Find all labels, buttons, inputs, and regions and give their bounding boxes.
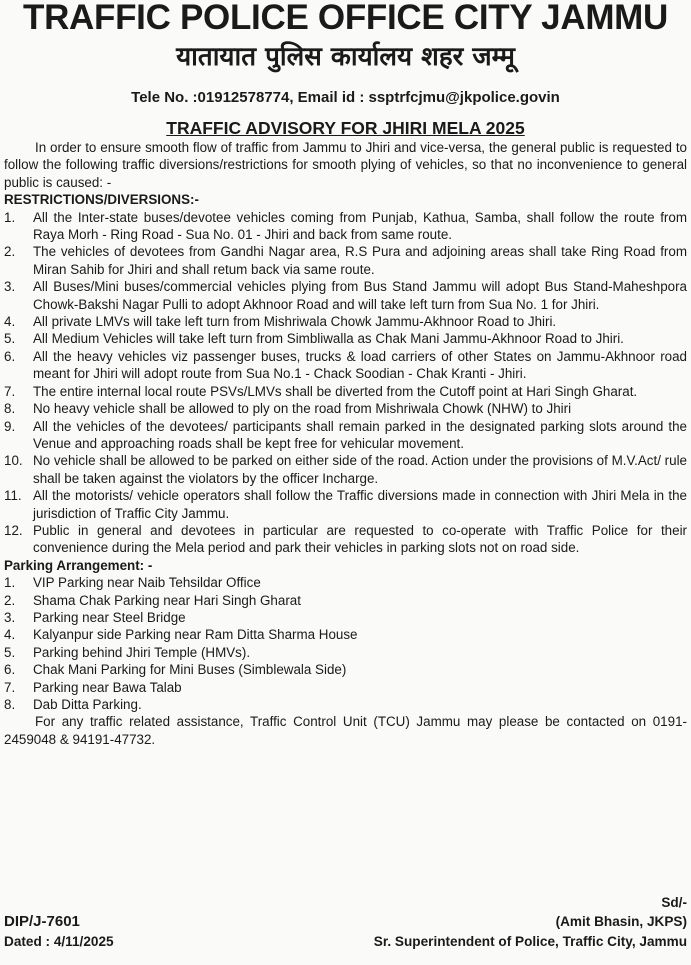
restriction-item-text: All private LMVs will take left turn from Mishriwala Chowk Jammu-Akhnoor Road to Jhiri. [33,314,557,330]
office-title: TRAFFIC POLICE OFFICE CITY JAMMU [22,0,669,37]
restriction-item [4,383,687,400]
restriction-item [4,522,687,557]
parking-item-number: 8. [4,697,16,712]
restriction-item [4,452,687,487]
parking-item-text: Dab Ditta Parking. [33,697,142,712]
parking-item-number: 7. [4,679,16,695]
restriction-item-text: No vehicle shall be allowed to be parked on either side of the road. Action under the provisions of M.V.Act/ rule shall be taken against the violators by the officer Incharge. [33,453,687,486]
restriction-item-text: The vehicles of devotees from Gandhi Nagar area, R.S Pura and adjoining areas shall take Ring Road from Miran Sahib for Jhiri and shall retum back via same route. [33,244,687,277]
parking-heading: Parking Arrangement: - [4,557,153,573]
restriction-item-number: 7. [4,383,16,399]
restriction-item-number: 3. [4,279,16,295]
restriction-item [4,278,687,313]
restriction-item [4,313,687,330]
dip-number: DIP/J-7601 [4,913,80,930]
dated: Dated : 4/11/2025 [4,934,114,949]
signatory-name: (Amit Bhasin, JKPS) [555,914,687,929]
advisory-heading: TRAFFIC ADVISORY FOR JHIRI MELA 2025 [166,118,525,138]
restriction-item [4,400,687,417]
parking-item [4,661,687,678]
restriction-item-number: 11. [4,488,22,504]
parking-item-text: Shama Chak Parking near Hari Singh Gharat [33,592,301,608]
parking-item-text: Parking near Steel Bridge [33,609,186,625]
parking-item [4,626,687,643]
parking-item-text: Chak Mani Parking for Mini Buses (Simblewala Side) [33,662,347,678]
office-title-hindi: यातायात पुलिस कार्यालय शहर जम्मू [176,42,515,72]
parking-item-number: 6. [4,662,16,678]
restriction-item-number: 1. [4,209,16,225]
restriction-item-text: Public in general and devotees in particular are requested to co-operate with Traffic Police for their convenience during the Mela period and park their vehicles in parking slots not on road side. [33,522,687,556]
footer-row-2 [4,932,687,952]
restriction-item-text: The entire internal local route PSVs/LMVs shall be diverted from the Cutoff point at Hari Singh Gharat. [33,383,638,399]
restrictions-heading: RESTRICTIONS/DIVERSIONS:- [4,192,199,208]
restriction-item-text: No heavy vehicle shall be allowed to ply on the road from Mishriwala Chowk (NHW) to Jhiri [33,401,572,417]
footer-row-1 [4,912,687,932]
parking-item-number: 2. [4,592,16,608]
restriction-item-number: 2. [4,244,16,260]
parking-item [4,644,687,661]
parking-item-number: 3. [4,609,16,625]
restriction-item-number: 12. [4,522,23,538]
footer [4,894,687,952]
parking-item [4,592,687,609]
restriction-item-text: All Buses/Mini buses/commercial vehicles plying from Bus Stand Jammu will adopt Bus Stand-Maheshpora Chowk-Bakshi Nagar Pulli to adopt Akhnoor Road and will take left turn from Sua No. 1 for Jhiri. [33,279,687,312]
parking-list [4,574,687,713]
advisory-body [0,139,691,748]
restriction-item-text: All the heavy vehicles viz passenger buses, trucks & load carriers of other States on Jammu-Akhnoor road meant for Jhiri will adopt route from Sua No.1 - Chack Soodian - Chak Kranti - Jhiri. [33,348,687,382]
parking-item [4,696,687,713]
restriction-item-number: 5. [4,331,16,347]
restriction-item-text: All Medium Vehicles will take left turn from Simbliwalla as Chak Mani Jammu-Akhnoor Road to Jhiri. [33,331,624,347]
parking-item-text: VIP Parking near Naib Tehsildar Office [33,575,261,591]
restriction-item [4,418,687,453]
parking-item-number: 5. [4,644,16,660]
restriction-item-number: 8. [4,401,16,417]
restriction-item [4,209,687,244]
restriction-item [4,330,687,347]
parking-item-text: Parking behind Jhiri Temple (HMVs). [33,644,251,660]
restriction-item [4,487,687,522]
restriction-item-text: All the Inter-state buses/devotee vehicles coming from Punjab, Kathua, Samba, shall follow the route from Raya Morh - Ring Road - Sua No. 01 - Jhiri and back from same route. [33,209,687,243]
restriction-item-number: 4. [4,314,16,330]
signature-mark: Sd/- [661,895,687,910]
designation: Sr. Superintendent of Police, Traffic City, Jammu [373,934,687,949]
parking-item-text: Parking near Bawa Talab [33,679,182,695]
closing-paragraph: For any traffic related assistance, Traffic Control Unit (TCU) Jammu may please be contacted on 0191-2459048 & 94191-47732. [4,714,687,747]
parking-item [4,574,687,591]
parking-item-number: 1. [4,575,16,591]
parking-item-number: 4. [4,627,16,643]
parking-item-text: Kalyanpur side Parking near Ram Ditta Sharma House [33,627,358,643]
parking-item [4,609,687,626]
restriction-item-number: 9. [4,418,16,434]
restriction-item-number: 10. [4,453,23,469]
contact-line: Tele No. :01912578774, Email id : ssptrfcjmu@jkpolice.govin [131,89,560,106]
restriction-item [4,348,687,383]
restriction-item [4,243,687,278]
restriction-item-number: 6. [4,348,16,364]
restrictions-list [4,209,687,557]
parking-item [4,679,687,696]
restriction-item-text: All the motorists/ vehicle operators shall follow the Traffic diversions made in connection with Jhiri Mela in the jurisdiction of Traffic City Jammu. [33,488,687,521]
restriction-item-text: All the vehicles of the devotees/ participants shall remain parked in the designated parking slots around the Venue and approaching roads shall be kept free for vehicular movement. [33,418,687,451]
intro-paragraph: In order to ensure smooth flow of traffic from Jammu to Jhiri and vice-versa, the general public is requested to follow the following traffic diversions/restrictions for smooth plying of vehicles, so that no inconvenience to general public is caused: - [4,140,687,190]
